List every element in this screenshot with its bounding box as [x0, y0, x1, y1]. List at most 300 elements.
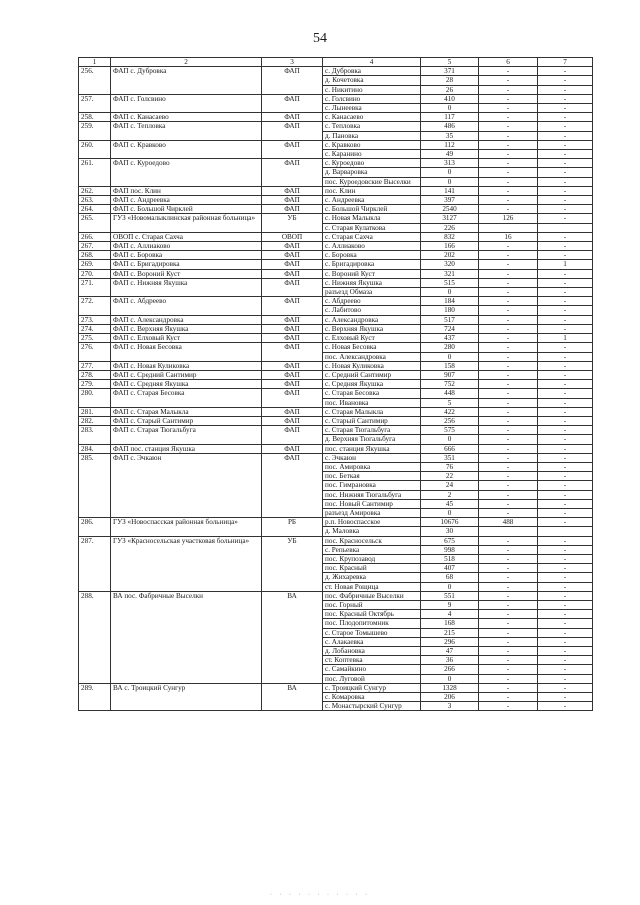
settlement-name: с. Абдреево [323, 297, 421, 306]
population-value: 320 [421, 260, 479, 269]
population-value: 515 [421, 278, 479, 287]
entry-number: 284. [79, 444, 111, 453]
column-7-value: 1 [538, 334, 593, 343]
column-6-value: - [479, 352, 538, 361]
settlement-name: с. Средняя Якушка [323, 380, 421, 389]
table-row [79, 269, 593, 278]
table-row [79, 140, 593, 149]
table-row [79, 113, 593, 122]
population-value: 158 [421, 361, 479, 370]
facility-name: ФАП с. Новая Куликовка [111, 361, 262, 370]
column-7-value: - [538, 306, 593, 315]
entry-number: 270. [79, 269, 111, 278]
column-6-value: 126 [479, 214, 538, 223]
facility-name: ФАП с. Дубровка [111, 67, 262, 95]
entry-number: 259. [79, 122, 111, 140]
population-value: 45 [421, 499, 479, 508]
table-row [79, 232, 593, 241]
column-7-value: - [538, 214, 593, 223]
column-7-value: - [538, 104, 593, 113]
population-value: 675 [421, 536, 479, 545]
population-value: 422 [421, 407, 479, 416]
column-6-value: - [479, 205, 538, 214]
column-7-value: - [538, 407, 593, 416]
column-7-value: - [538, 499, 593, 508]
population-value: 0 [421, 177, 479, 186]
column-6-value: - [479, 490, 538, 499]
column-7-value: - [538, 490, 593, 499]
settlement-name: пос. Фабричные Выселки [323, 591, 421, 600]
table-row [79, 94, 593, 103]
facility-type: УБ [262, 214, 323, 232]
population-value: 36 [421, 656, 479, 665]
facility-type: ФАП [262, 94, 323, 112]
facility-name: ФАП с. Средняя Якушка [111, 380, 262, 389]
population-value: 47 [421, 647, 479, 656]
facility-name: ФАП с. Эчкаюн [111, 453, 262, 517]
population-value: 26 [421, 85, 479, 94]
column-6-value: - [479, 472, 538, 481]
population-value: 321 [421, 269, 479, 278]
settlement-name: д. Варваровка [323, 168, 421, 177]
population-value: 2540 [421, 205, 479, 214]
population-value: 226 [421, 223, 479, 232]
table-row [79, 122, 593, 131]
column-6-value: - [479, 582, 538, 591]
settlement-name: пос. Крупозавод [323, 554, 421, 563]
column-6-value: - [479, 76, 538, 85]
column-7-value: - [538, 67, 593, 76]
population-value: 0 [421, 508, 479, 517]
entry-number: 271. [79, 278, 111, 296]
column-6-value: - [479, 637, 538, 646]
settlement-name: с. Никитино [323, 85, 421, 94]
entry-number: 256. [79, 67, 111, 95]
column-6-value: - [479, 150, 538, 159]
entry-number: 282. [79, 416, 111, 425]
settlement-name: с. Канасаево [323, 113, 421, 122]
column-7-value: - [538, 131, 593, 140]
facility-name: ФАП с. Старая Бесовка [111, 389, 262, 407]
facility-type: ФАП [262, 334, 323, 343]
table-row [79, 591, 593, 600]
column-6-value: - [479, 499, 538, 508]
table-row [79, 186, 593, 195]
column-7-value: - [538, 352, 593, 361]
settlement-name: с. Новая Куликовка [323, 361, 421, 370]
header-col-2: 2 [111, 58, 262, 67]
entry-number: 265. [79, 214, 111, 232]
facility-type: ВА [262, 591, 323, 683]
facility-name: ФАП пос. станция Якушка [111, 444, 262, 453]
column-7-value: - [538, 232, 593, 241]
settlement-name: разъезд Амировка [323, 508, 421, 517]
population-value: 575 [421, 426, 479, 435]
column-6-value: - [479, 343, 538, 352]
settlement-name: с. Старый Сантимир [323, 416, 421, 425]
column-6-value: - [479, 600, 538, 609]
facility-type: ФАП [262, 453, 323, 517]
population-value: 112 [421, 140, 479, 149]
column-6-value: - [479, 140, 538, 149]
column-7-value: - [538, 177, 593, 186]
column-7-value: - [538, 85, 593, 94]
column-7-value: - [538, 76, 593, 85]
population-value: 313 [421, 159, 479, 168]
settlement-name: с. Алакаевка [323, 637, 421, 646]
entry-number: 281. [79, 407, 111, 416]
settlement-name: с. Андреевка [323, 196, 421, 205]
column-6-value: - [479, 85, 538, 94]
population-value: 166 [421, 242, 479, 251]
population-value: 9 [421, 600, 479, 609]
header-row [79, 58, 593, 67]
settlement-name: с. Старая Бесовка [323, 389, 421, 398]
facility-type: ФАП [262, 361, 323, 370]
facility-name: ФАП с. Старая Малыкла [111, 407, 262, 416]
settlement-name: с. Вороний Куст [323, 269, 421, 278]
facility-name: ФАП пос. Клин [111, 186, 262, 195]
entry-number: 287. [79, 536, 111, 591]
facility-type: ВА [262, 683, 323, 711]
facility-type: ФАП [262, 205, 323, 214]
settlement-name: д. Кочетовка [323, 76, 421, 85]
column-7-value: - [538, 683, 593, 692]
facility-type: ФАП [262, 343, 323, 361]
settlement-name: д. Лобановка [323, 647, 421, 656]
column-7-value: - [538, 426, 593, 435]
column-6-value: - [479, 370, 538, 379]
table-row [79, 242, 593, 251]
settlement-name: д. Верхняя Тюгальбуга [323, 435, 421, 444]
column-6-value: - [479, 674, 538, 683]
table-row [79, 370, 593, 379]
settlement-name: с. Бригадировка [323, 260, 421, 269]
population-value: 256 [421, 416, 479, 425]
settlement-name: с. Старая Малыкла [323, 407, 421, 416]
facility-type: ФАП [262, 278, 323, 296]
column-7-value: - [538, 380, 593, 389]
table-row [79, 416, 593, 425]
settlement-name: пос. Плодопитомник [323, 619, 421, 628]
column-6-value: - [479, 481, 538, 490]
table-row [79, 324, 593, 333]
facility-name: ФАП с. Верхняя Якушка [111, 324, 262, 333]
settlement-name: с. Новая Бесовка [323, 343, 421, 352]
facility-type: ФАП [262, 297, 323, 315]
population-value: 351 [421, 453, 479, 462]
facility-type: УБ [262, 536, 323, 591]
column-6-value: - [479, 407, 538, 416]
settlement-name: разъезд Обмаза [323, 288, 421, 297]
column-7-value: - [538, 472, 593, 481]
column-6-value: - [479, 702, 538, 711]
column-7-value: - [538, 444, 593, 453]
entry-number: 285. [79, 453, 111, 517]
column-6-value: - [479, 619, 538, 628]
entry-number: 268. [79, 251, 111, 260]
column-6-value: - [479, 554, 538, 563]
settlement-name: пос. Амировка [323, 462, 421, 471]
column-7-value: - [538, 361, 593, 370]
settlement-name: с. Эчкаюн [323, 453, 421, 462]
population-value: 0 [421, 582, 479, 591]
population-value: 907 [421, 370, 479, 379]
entry-number: 269. [79, 260, 111, 269]
column-6-value: - [479, 242, 538, 251]
column-7-value: - [538, 453, 593, 462]
facility-name: ВА пос. Фабричные Выселки [111, 591, 262, 683]
settlement-name: д. Маловка [323, 527, 421, 536]
column-7-value: - [538, 564, 593, 573]
settlement-name: с. Елховый Куст [323, 334, 421, 343]
column-6-value [479, 223, 538, 232]
facility-name: ФАП с. Средний Сантимир [111, 370, 262, 379]
table-row [79, 380, 593, 389]
facility-name: ФАП с. Вороний Куст [111, 269, 262, 278]
column-7-value: - [538, 656, 593, 665]
column-7-value: - [538, 462, 593, 471]
table-row [79, 214, 593, 223]
population-value: 407 [421, 564, 479, 573]
column-6-value: - [479, 545, 538, 554]
column-7-value: - [538, 435, 593, 444]
facility-name: ФАП с. Бригадировка [111, 260, 262, 269]
facility-name: ФАП с. Абдреево [111, 297, 262, 315]
column-6-value: - [479, 416, 538, 425]
column-6-value: - [479, 656, 538, 665]
table-row [79, 426, 593, 435]
column-6-value: - [479, 67, 538, 76]
facility-name: ВА с. Троицкий Сунгур [111, 683, 262, 711]
column-7-value: - [538, 269, 593, 278]
column-6-value: - [479, 380, 538, 389]
population-value: 215 [421, 628, 479, 637]
column-7-value: - [538, 113, 593, 122]
population-value: 76 [421, 462, 479, 471]
population-value: 22 [421, 472, 479, 481]
population-value: 117 [421, 113, 479, 122]
column-7-value: - [538, 242, 593, 251]
table-row [79, 205, 593, 214]
entry-number: 260. [79, 140, 111, 158]
facility-type: ФАП [262, 260, 323, 269]
facility-type: ФАП [262, 269, 323, 278]
population-value: 724 [421, 324, 479, 333]
column-7-value: - [538, 94, 593, 103]
column-6-value: - [479, 453, 538, 462]
column-7-value: - [538, 205, 593, 214]
column-6-value: - [479, 159, 538, 168]
settlement-name: пос. Красный [323, 564, 421, 573]
population-value: 832 [421, 232, 479, 241]
settlement-name: с. Куроедово [323, 159, 421, 168]
entry-number: 272. [79, 297, 111, 315]
column-6-value: - [479, 168, 538, 177]
settlement-name: с. Нижняя Якушка [323, 278, 421, 287]
facility-name: ФАП с. Андреевка [111, 196, 262, 205]
column-6-value: 488 [479, 518, 538, 527]
column-7-value: - [538, 343, 593, 352]
settlement-name: пос. станция Якушка [323, 444, 421, 453]
settlement-name: с. Александровка [323, 315, 421, 324]
entry-number: 289. [79, 683, 111, 711]
entry-number: 277. [79, 361, 111, 370]
column-7-value: - [538, 536, 593, 545]
facility-type: ФАП [262, 426, 323, 444]
population-value: 35 [421, 131, 479, 140]
population-value: 0 [421, 352, 479, 361]
settlement-name: с. Кравково [323, 140, 421, 149]
settlement-name: с. Комаровка [323, 693, 421, 702]
settlement-name: пос. Нижняя Тюгальбуга [323, 490, 421, 499]
settlement-name: с. Новая Малыкла [323, 214, 421, 223]
settlement-name: ст. Коптевка [323, 656, 421, 665]
settlement-name: пос. Горный [323, 600, 421, 609]
column-6-value: - [479, 693, 538, 702]
settlement-name: пос. Клин [323, 186, 421, 195]
column-7-value: - [538, 315, 593, 324]
settlement-name: с. Старая Кулаткова [323, 223, 421, 232]
entry-number: 286. [79, 518, 111, 536]
population-value: 0 [421, 168, 479, 177]
population-value: 5 [421, 398, 479, 407]
facility-name: ФАП с. Александровка [111, 315, 262, 324]
facilities-table [78, 57, 593, 711]
table-row [79, 278, 593, 287]
column-6-value: - [479, 647, 538, 656]
column-7-value: - [538, 168, 593, 177]
facility-name: ФАП с. Тепловка [111, 122, 262, 140]
facility-type: ФАП [262, 416, 323, 425]
facility-type: ФАП [262, 159, 323, 187]
header-col-5: 5 [421, 58, 479, 67]
population-value: 0 [421, 674, 479, 683]
facility-name: ФАП с. Канасаево [111, 113, 262, 122]
settlement-name: с. Верхняя Якушка [323, 324, 421, 333]
population-value: 998 [421, 545, 479, 554]
column-6-value: - [479, 426, 538, 435]
table-row [79, 334, 593, 343]
settlement-name: с. Лабитово [323, 306, 421, 315]
column-7-value: - [538, 637, 593, 646]
settlement-name: пос. Ивановка [323, 398, 421, 407]
population-value: 551 [421, 591, 479, 600]
column-7-value: - [538, 702, 593, 711]
population-value: 30 [421, 527, 479, 536]
entry-number: 262. [79, 186, 111, 195]
column-7-value: - [538, 674, 593, 683]
column-7-value: - [538, 196, 593, 205]
settlement-name: д. Пановка [323, 131, 421, 140]
column-7-value: - [538, 389, 593, 398]
settlement-name: пос. Луговой [323, 674, 421, 683]
header-col-4: 4 [323, 58, 421, 67]
column-6-value: 16 [479, 232, 538, 241]
settlement-name: пос. Новый Сантимир [323, 499, 421, 508]
facility-type: ФАП [262, 140, 323, 158]
population-value: 28 [421, 76, 479, 85]
population-value: 2 [421, 490, 479, 499]
population-value: 3127 [421, 214, 479, 223]
column-6-value: - [479, 462, 538, 471]
table-row [79, 536, 593, 545]
column-6-value: - [479, 665, 538, 674]
settlement-name: с. Лынеевка [323, 104, 421, 113]
column-7-value: - [538, 647, 593, 656]
settlement-name: с. Дубровка [323, 67, 421, 76]
entry-number: 264. [79, 205, 111, 214]
column-7-value: - [538, 619, 593, 628]
settlement-name: с. Большой Чирклей [323, 205, 421, 214]
column-7-value: - [538, 186, 593, 195]
facility-type: ФАП [262, 196, 323, 205]
facility-name: ФАП с. Боровка [111, 251, 262, 260]
facility-name: ФАП с. Куроедово [111, 159, 262, 187]
settlement-name: с. Тепловка [323, 122, 421, 131]
page-number: 54 [313, 31, 327, 46]
population-value: 296 [421, 637, 479, 646]
facility-type: ФАП [262, 370, 323, 379]
column-6-value: - [479, 591, 538, 600]
table-row [79, 407, 593, 416]
column-7-value: - [538, 610, 593, 619]
table-row [79, 159, 593, 168]
column-6-value: - [479, 628, 538, 637]
table-row [79, 361, 593, 370]
column-7-value: - [538, 545, 593, 554]
population-value: 410 [421, 94, 479, 103]
entry-number: 274. [79, 324, 111, 333]
entry-number: 283. [79, 426, 111, 444]
table-row [79, 260, 593, 269]
facility-type: ФАП [262, 67, 323, 95]
column-6-value: - [479, 131, 538, 140]
population-value: 266 [421, 665, 479, 674]
facility-type: ФАП [262, 407, 323, 416]
population-value: 437 [421, 334, 479, 343]
population-value: 0 [421, 288, 479, 297]
table-row [79, 389, 593, 398]
population-value: 202 [421, 251, 479, 260]
table-row [79, 683, 593, 692]
column-6-value: - [479, 508, 538, 517]
settlement-name: с. Голсвино [323, 94, 421, 103]
column-7-value: - [538, 508, 593, 517]
column-7-value: - [538, 370, 593, 379]
entry-number: 275. [79, 334, 111, 343]
column-6-value: - [479, 564, 538, 573]
column-6-value: - [479, 122, 538, 131]
column-6-value: - [479, 260, 538, 269]
facility-name: ФАП с. Аллиаково [111, 242, 262, 251]
column-7-value: - [538, 518, 593, 527]
settlement-name: с. Средний Сантимир [323, 370, 421, 379]
settlement-name: с. Боровка [323, 251, 421, 260]
table-row [79, 453, 593, 462]
settlement-name: р.п. Новоспасское [323, 518, 421, 527]
entry-number: 261. [79, 159, 111, 187]
population-value: 666 [421, 444, 479, 453]
facility-name: ФАП с. Елховый Куст [111, 334, 262, 343]
column-6-value: - [479, 177, 538, 186]
settlement-name: пос. Красный Октябрь [323, 610, 421, 619]
column-7-value [538, 223, 593, 232]
column-6-value: - [479, 113, 538, 122]
facility-name: ФАП с. Кравково [111, 140, 262, 158]
column-6-value: - [479, 389, 538, 398]
settlement-name: с. Аллиаково [323, 242, 421, 251]
